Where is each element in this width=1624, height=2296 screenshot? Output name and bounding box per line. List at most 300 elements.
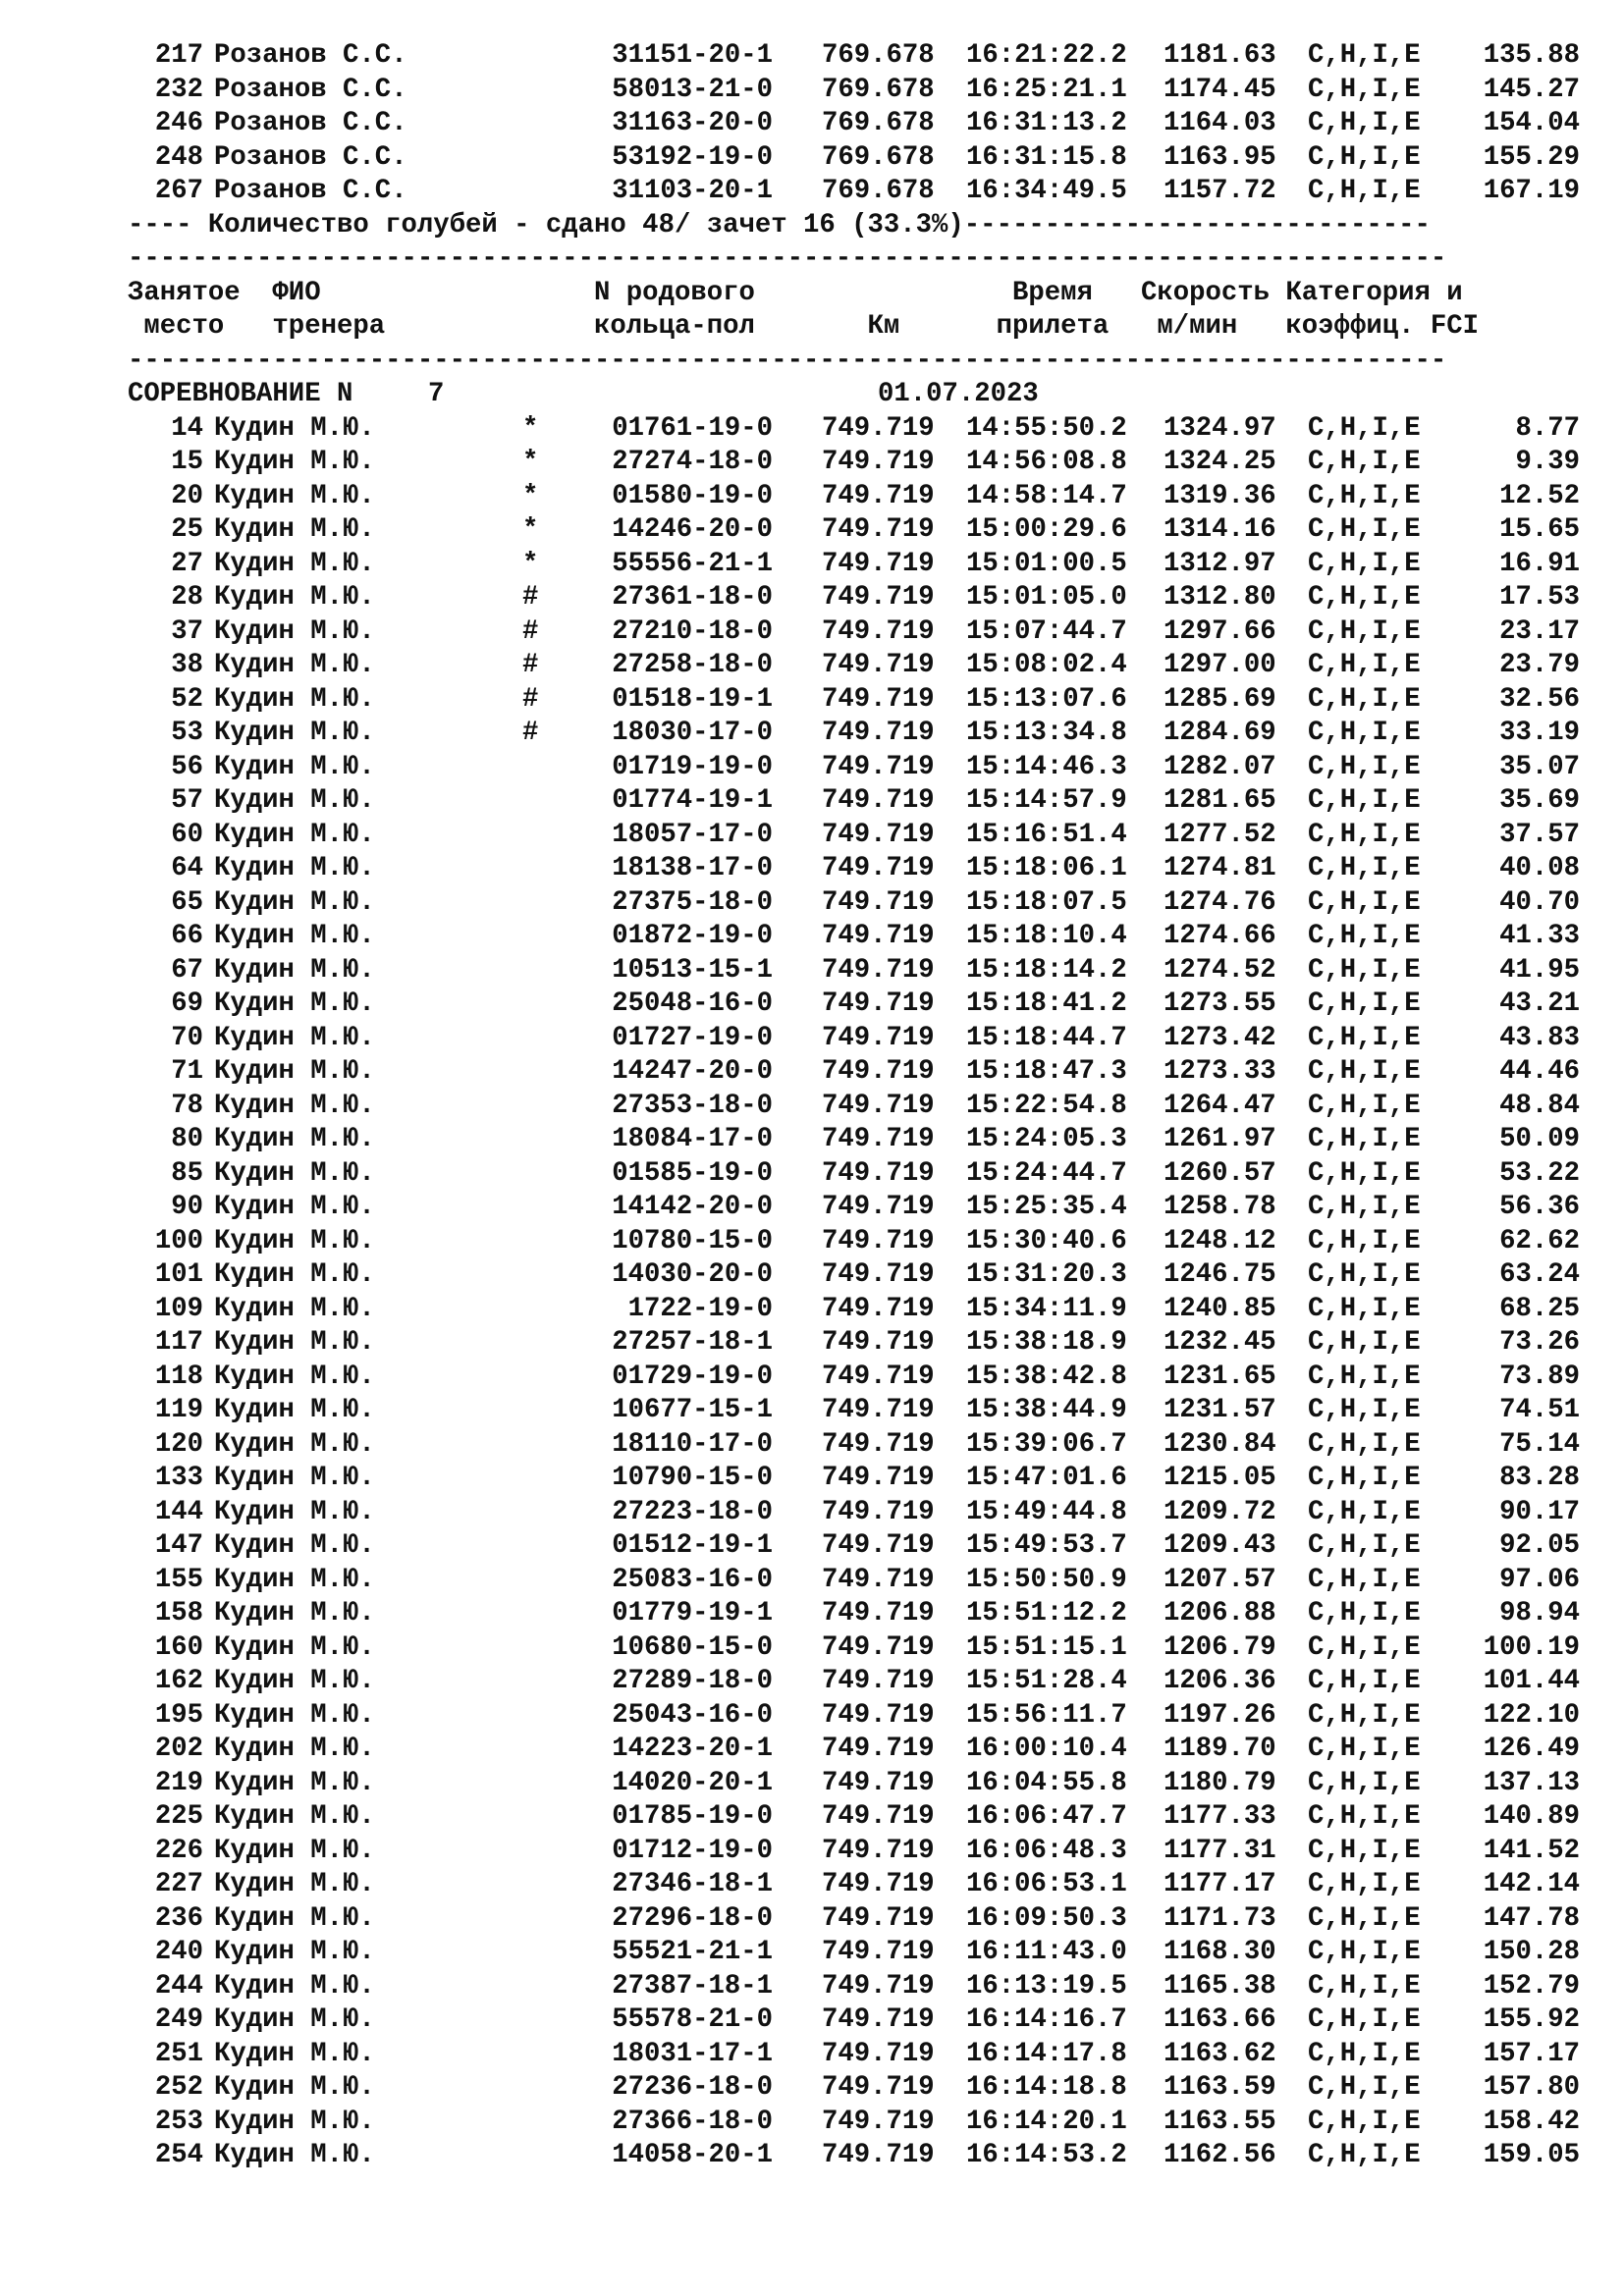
cell-name: Розанов С.С. [214,108,407,138]
cell-speed: 1177.31 [1164,1835,1276,1866]
cell-speed: 1164.03 [1164,108,1276,138]
cell-place: 254 [154,2140,203,2170]
cell-ring: 14058-20-1 [612,2140,773,2170]
cell-fci: 140.89 [1483,1801,1580,1832]
table-row [0,1326,1624,1361]
cell-place: 100 [154,1225,203,1256]
table-row [0,1800,1624,1835]
cell-km: 749.719 [822,650,935,680]
cell-speed: 1284.69 [1164,718,1276,748]
cell-place: 118 [154,1361,203,1392]
table-row [0,1597,1624,1631]
cell-cat: C,H,I,E [1308,1157,1421,1189]
cell-km: 749.719 [822,886,935,918]
cell-place: 27 [171,548,203,579]
cell-cat: C,H,I,E [1308,615,1421,647]
table-row [0,1462,1624,1496]
cell-time: 15:25:35.4 [966,1192,1127,1222]
results-table [0,412,1624,2173]
table-row [0,2071,1624,2106]
cell-ring: 01580-19-0 [612,480,773,511]
cell-speed: 1207.57 [1164,1564,1276,1595]
cell-ring: 27361-18-0 [612,582,773,613]
cell-mark: * [522,480,539,511]
cell-cat: C,H,I,E [1308,1734,1421,1764]
cell-cat: C,H,I,E [1308,514,1421,545]
cell-ring: 31163-20-0 [612,108,773,138]
cell-speed: 1197.26 [1164,1699,1276,1731]
cell-cat: C,H,I,E [1308,582,1421,613]
cell-time: 15:51:15.1 [966,1631,1127,1663]
cell-speed: 1230.84 [1164,1428,1276,1460]
cell-speed: 1174.45 [1164,74,1276,105]
cell-time: 15:18:41.2 [966,988,1127,1019]
table-row [0,954,1624,988]
cell-name: Кудин М.Ю. [214,1869,375,1899]
cell-fci: 23.17 [1499,615,1580,647]
cell-speed: 1319.36 [1164,480,1276,511]
cell-fci: 41.95 [1499,954,1580,986]
cell-time: 16:04:55.8 [966,1767,1127,1798]
cell-place: 202 [154,1734,203,1764]
cell-speed: 1246.75 [1164,1259,1276,1290]
cell-time: 15:00:29.6 [966,514,1127,545]
cell-speed: 1312.97 [1164,548,1276,579]
cell-name: Кудин М.Ю. [214,514,375,545]
cell-place: 120 [154,1428,203,1460]
cell-ring: 25048-16-0 [612,988,773,1019]
cell-speed: 1314.16 [1164,514,1276,545]
cell-place: 144 [154,1496,203,1527]
table-row [0,107,1624,141]
cell-fci: 92.05 [1499,1530,1580,1561]
cell-cat: C,H,I,E [1308,1699,1421,1731]
cell-fci: 40.08 [1499,853,1580,883]
cell-name: Кудин М.Ю. [214,819,375,850]
cell-fci: 158.42 [1483,2106,1580,2137]
cell-mark: # [522,650,539,680]
cell-time: 15:18:07.5 [966,886,1127,918]
cell-fci: 15.65 [1499,514,1580,545]
cell-place: 78 [171,1090,203,1121]
cell-name: Кудин М.Ю. [214,1666,375,1696]
table-row [0,1733,1624,1767]
cell-ring: 01518-19-1 [612,683,773,715]
cell-cat: C,H,I,E [1308,683,1421,715]
cell-speed: 1231.57 [1164,1395,1276,1425]
cell-km: 769.678 [822,74,935,105]
cell-fci: 43.21 [1499,988,1580,1019]
cell-name: Кудин М.Ю. [214,1327,375,1358]
cell-ring: 10513-15-1 [612,954,773,986]
cell-fci: 73.89 [1499,1361,1580,1392]
cell-name: Кудин М.Ю. [214,1530,375,1561]
table-row [0,513,1624,548]
table-row [0,819,1624,853]
cell-name: Кудин М.Ю. [214,1463,375,1493]
cell-place: 158 [154,1598,203,1629]
cell-fci: 8.77 [1515,412,1580,444]
cell-fci: 74.51 [1499,1395,1580,1425]
separator: ---------------------------------------------------------------------------------- [128,243,1447,274]
summary-line: ---- Количество голубей - сдано 48/ зачет 16 (33.3%)----------------------------- [128,209,1431,240]
table-row [0,1868,1624,1902]
cell-fci: 155.29 [1483,141,1580,173]
cell-km: 749.719 [822,1835,935,1866]
cell-ring: 27257-18-1 [612,1327,773,1358]
cell-cat: C,H,I,E [1308,921,1421,951]
cell-place: 246 [154,108,203,138]
cell-ring: 10680-15-0 [612,1631,773,1663]
cell-place: 226 [154,1835,203,1866]
cell-cat: C,H,I,E [1308,1192,1421,1222]
cell-ring: 58013-21-0 [612,74,773,105]
table-row [0,1529,1624,1564]
cell-time: 15:30:40.6 [966,1225,1127,1256]
cell-time: 16:14:16.7 [966,2004,1127,2035]
cell-fci: 32.56 [1499,683,1580,715]
cell-km: 749.719 [822,480,935,511]
cell-km: 749.719 [822,1902,935,1934]
cell-km: 749.719 [822,751,935,782]
cell-km: 749.719 [822,1767,935,1798]
cell-name: Кудин М.Ю. [214,2140,375,2170]
cell-fci: 9.39 [1515,447,1580,477]
cell-cat: C,H,I,E [1308,1327,1421,1358]
cell-fci: 141.52 [1483,1835,1580,1866]
cell-name: Кудин М.Ю. [214,412,375,444]
cell-time: 15:49:53.7 [966,1530,1127,1561]
cell-name: Кудин М.Ю. [214,2072,375,2103]
cell-fci: 40.70 [1499,886,1580,918]
cell-speed: 1162.56 [1164,2140,1276,2170]
cell-place: 70 [171,1022,203,1053]
cell-ring: 01785-19-0 [612,1801,773,1832]
table-row [0,1835,1624,1869]
cell-name: Кудин М.Ю. [214,1428,375,1460]
table-row [0,1258,1624,1293]
table-row [0,74,1624,108]
table-row [0,1022,1624,1056]
cell-cat: C,H,I,E [1308,1937,1421,1967]
cell-km: 749.719 [822,1631,935,1663]
cell-place: 71 [171,1056,203,1087]
cell-time: 16:34:49.5 [966,176,1127,206]
cell-ring: 14142-20-0 [612,1192,773,1222]
cell-name: Кудин М.Ю. [214,1631,375,1663]
cell-place: 80 [171,1124,203,1154]
cell-km: 749.719 [822,1259,935,1290]
cell-speed: 1274.81 [1164,853,1276,883]
cell-cat: C,H,I,E [1308,1463,1421,1493]
cell-cat: C,H,I,E [1308,1225,1421,1256]
cell-name: Кудин М.Ю. [214,1835,375,1866]
cell-place: 133 [154,1463,203,1493]
cell-cat: C,H,I,E [1308,1970,1421,2002]
cell-speed: 1240.85 [1164,1293,1276,1324]
cell-place: 66 [171,921,203,951]
cell-place: 219 [154,1767,203,1798]
results-document [0,39,1624,2173]
cell-place: 52 [171,683,203,715]
cell-cat: C,H,I,E [1308,74,1421,105]
cell-ring: 01727-19-0 [612,1022,773,1053]
cell-fci: 35.69 [1499,785,1580,816]
cell-speed: 1324.25 [1164,447,1276,477]
cell-fci: 100.19 [1483,1631,1580,1663]
cell-ring: 18084-17-0 [612,1124,773,1154]
table-row [0,581,1624,615]
cell-fci: 157.17 [1483,2038,1580,2069]
cell-km: 749.719 [822,514,935,545]
cell-speed: 1312.80 [1164,582,1276,613]
cell-cat: C,H,I,E [1308,954,1421,986]
cell-time: 15:51:28.4 [966,1666,1127,1696]
table-row [0,784,1624,819]
cell-time: 15:47:01.6 [966,1463,1127,1493]
cell-fci: 167.19 [1483,176,1580,206]
cell-place: 101 [154,1259,203,1290]
cell-fci: 152.79 [1483,1970,1580,2002]
cell-place: 60 [171,819,203,850]
cell-cat: C,H,I,E [1308,1767,1421,1798]
cell-km: 749.719 [822,1530,935,1561]
cell-mark: # [522,582,539,613]
table-row [0,141,1624,176]
cell-cat: C,H,I,E [1308,1801,1421,1832]
cell-km: 749.719 [822,2106,935,2137]
cell-speed: 1180.79 [1164,1767,1276,1798]
cell-ring: 01779-19-1 [612,1598,773,1629]
cell-cat: C,H,I,E [1308,1056,1421,1087]
cell-place: 252 [154,2072,203,2103]
cell-time: 15:38:18.9 [966,1327,1127,1358]
cell-name: Кудин М.Ю. [214,1598,375,1629]
cell-name: Кудин М.Ю. [214,954,375,986]
cell-cat: C,H,I,E [1308,412,1421,444]
cell-ring: 01512-19-1 [612,1530,773,1561]
competition-heading [0,378,1624,412]
cell-time: 15:18:14.2 [966,954,1127,986]
cell-fci: 126.49 [1483,1734,1580,1764]
cell-fci: 50.09 [1499,1124,1580,1154]
cell-time: 14:55:50.2 [966,412,1127,444]
cell-speed: 1232.45 [1164,1327,1276,1358]
cell-fci: 73.26 [1499,1327,1580,1358]
cell-cat: C,H,I,E [1308,1259,1421,1290]
cell-speed: 1324.97 [1164,412,1276,444]
cell-place: 119 [154,1395,203,1425]
cell-km: 749.719 [822,718,935,748]
cell-time: 15:08:02.4 [966,650,1127,680]
cell-place: 160 [154,1631,203,1663]
cell-ring: 18110-17-0 [612,1428,773,1460]
cell-ring: 53192-19-0 [612,141,773,173]
cell-km: 749.719 [822,1361,935,1392]
cell-time: 16:14:18.8 [966,2072,1127,2103]
cell-time: 15:38:42.8 [966,1361,1127,1392]
cell-fci: 145.27 [1483,74,1580,105]
cell-speed: 1282.07 [1164,751,1276,782]
cell-time: 16:06:53.1 [966,1869,1127,1899]
cell-km: 749.719 [822,1564,935,1595]
cell-place: 15 [171,447,203,477]
cell-speed: 1215.05 [1164,1463,1276,1493]
cell-name: Кудин М.Ю. [214,1699,375,1731]
cell-km: 749.719 [822,1192,935,1222]
cell-cat: C,H,I,E [1308,2004,1421,2035]
cell-cat: C,H,I,E [1308,1428,1421,1460]
cell-ring: 10677-15-1 [612,1395,773,1425]
cell-place: 64 [171,853,203,883]
cell-km: 749.719 [822,683,935,715]
cell-speed: 1273.55 [1164,988,1276,1019]
separator: ---------------------------------------------------------------------------------- [128,345,1447,376]
cell-name: Кудин М.Ю. [214,1124,375,1154]
cell-place: 53 [171,718,203,748]
cell-fci: 75.14 [1499,1428,1580,1460]
cell-cat: C,H,I,E [1308,1902,1421,1934]
cell-time: 15:24:44.7 [966,1157,1127,1189]
cell-name: Кудин М.Ю. [214,1090,375,1121]
cell-speed: 1206.88 [1164,1598,1276,1629]
cell-time: 15:24:05.3 [966,1124,1127,1154]
cell-name: Кудин М.Ю. [214,2038,375,2069]
competition-title: СОРЕВНОВАНИЕ N [128,379,353,409]
cell-name: Кудин М.Ю. [214,921,375,951]
table-row [0,446,1624,480]
cell-time: 15:01:00.5 [966,548,1127,579]
cell-speed: 1297.00 [1164,650,1276,680]
table-row [0,2003,1624,2038]
cell-fci: 33.19 [1499,718,1580,748]
cell-fci: 35.07 [1499,751,1580,782]
cell-time: 16:06:47.7 [966,1801,1127,1832]
cell-name: Кудин М.Ю. [214,1902,375,1934]
cell-cat: C,H,I,E [1308,2072,1421,2103]
cell-time: 16:31:13.2 [966,108,1127,138]
cell-mark: # [522,615,539,647]
cell-ring: 18030-17-0 [612,718,773,748]
cell-speed: 1168.30 [1164,1937,1276,1967]
table-row [0,548,1624,582]
cell-place: 267 [154,176,203,206]
cell-fci: 101.44 [1483,1666,1580,1696]
cell-speed: 1281.65 [1164,785,1276,816]
cell-place: 195 [154,1699,203,1731]
cell-mark: * [522,514,539,545]
cell-time: 15:18:44.7 [966,1022,1127,1053]
cell-place: 28 [171,582,203,613]
cell-fci: 68.25 [1499,1293,1580,1324]
cell-cat: C,H,I,E [1308,40,1421,71]
column-headers-line-1: Занятое ФИО N родового Время Скорость Категория и [128,277,1463,308]
cell-name: Кудин М.Ю. [214,1395,375,1425]
cell-cat: C,H,I,E [1308,1666,1421,1696]
cell-cat: C,H,I,E [1308,141,1421,173]
cell-name: Кудин М.Ю. [214,785,375,816]
cell-fci: 122.10 [1483,1699,1580,1731]
cell-speed: 1209.72 [1164,1496,1276,1527]
cell-name: Кудин М.Ю. [214,1970,375,2002]
cell-ring: 01729-19-0 [612,1361,773,1392]
cell-place: 69 [171,988,203,1019]
table-row [0,1665,1624,1699]
cell-name: Кудин М.Ю. [214,718,375,748]
table-row [0,412,1624,447]
cell-ring: 01719-19-0 [612,751,773,782]
cell-speed: 1177.17 [1164,1869,1276,1899]
cell-cat: C,H,I,E [1308,1835,1421,1866]
cell-place: 37 [171,615,203,647]
cell-name: Кудин М.Ю. [214,1767,375,1798]
cell-place: 253 [154,2106,203,2137]
table-row [0,1055,1624,1090]
cell-fci: 142.14 [1483,1869,1580,1899]
table-row [0,1394,1624,1428]
cell-km: 749.719 [822,853,935,883]
previous-results-block [0,39,1624,209]
cell-speed: 1165.38 [1164,1970,1276,2002]
cell-name: Кудин М.Ю. [214,886,375,918]
cell-speed: 1206.36 [1164,1666,1276,1696]
table-row [0,1157,1624,1192]
cell-ring: 27258-18-0 [612,650,773,680]
cell-fci: 98.94 [1499,1598,1580,1629]
cell-time: 15:14:46.3 [966,751,1127,782]
cell-time: 16:13:19.5 [966,1970,1127,2002]
cell-cat: C,H,I,E [1308,2038,1421,2069]
cell-place: 155 [154,1564,203,1595]
table-row [0,852,1624,886]
cell-speed: 1163.66 [1164,2004,1276,2035]
cell-fci: 41.33 [1499,921,1580,951]
cell-name: Кудин М.Ю. [214,1361,375,1392]
cell-fci: 62.62 [1499,1225,1580,1256]
cell-time: 14:58:14.7 [966,480,1127,511]
cell-fci: 90.17 [1499,1496,1580,1527]
separator-row [0,242,1624,277]
cell-time: 15:51:12.2 [966,1598,1127,1629]
table-row [0,1936,1624,1970]
cell-ring: 31103-20-1 [612,176,773,206]
cell-name: Кудин М.Ю. [214,988,375,1019]
cell-name: Кудин М.Ю. [214,1056,375,1087]
cell-km: 749.719 [822,1225,935,1256]
cell-time: 15:38:44.9 [966,1395,1127,1425]
table-row [0,1767,1624,1801]
cell-place: 14 [171,412,203,444]
cell-name: Кудин М.Ю. [214,1564,375,1595]
cell-mark: # [522,683,539,715]
cell-speed: 1264.47 [1164,1090,1276,1121]
cell-name: Кудин М.Ю. [214,548,375,579]
cell-time: 16:25:21.1 [966,74,1127,105]
cell-place: 251 [154,2038,203,2069]
cell-speed: 1258.78 [1164,1192,1276,1222]
cell-fci: 137.13 [1483,1767,1580,1798]
cell-name: Розанов С.С. [214,141,407,173]
table-row [0,1970,1624,2004]
cell-cat: C,H,I,E [1308,447,1421,477]
table-row [0,1699,1624,1734]
cell-fci: 44.46 [1499,1056,1580,1087]
cell-ring: 01761-19-0 [612,412,773,444]
cell-speed: 1206.79 [1164,1631,1276,1663]
cell-km: 749.719 [822,785,935,816]
cell-time: 16:14:53.2 [966,2140,1127,2170]
cell-fci: 159.05 [1483,2140,1580,2170]
